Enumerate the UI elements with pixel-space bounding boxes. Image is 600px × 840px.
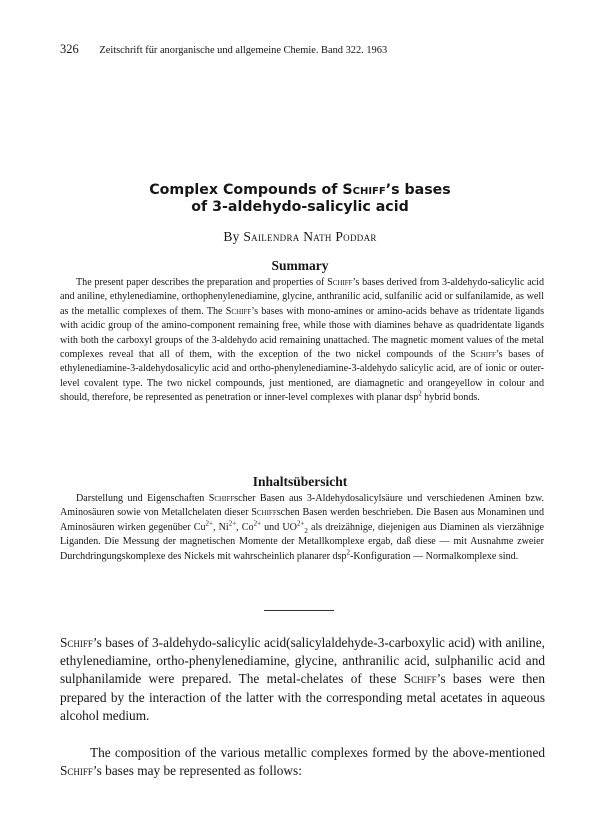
- summary-abstract: The present paper describes the preparation and properties of Schiff’s bases derived from 3-aldehydo-salicylic acid and aniline, ethylenediamine, orthophenylenediamine, glycine, anthranilic acid, sulfanilic acid or sulfanilamide, as well as the metallic complexes of them. The Schiff’s bases with mono-amines or amino-acids behave as tridentate ligands with acidic group of the amino-component remaining free, while those with diamines behave as quadridentate ligands with both the carboxyl groups of the 3-aldehydo acid remaining unattached. The magnetic moment values of the metal complexes reveal that all of them, with the exception of the two nickel compounds of the Schiff’s bases of ethylenediamine-3-aldehydosalicylic acid and ortho-phenylenediamine-3-aldehydo salicylic acid, are of ionic or outer-level covalent type. The two nickel compounds, just mentioned, are diamagnetic and orangeyellow in colour and should, therefore, be represented as penetration or inner-level complexes with planar dsp$^2$ hybrid bonds.: [60, 277, 544, 404]
- running-header: [60, 42, 540, 57]
- page-number: 326: [60, 42, 79, 56]
- title-line-1: Complex Compounds of Schiff’s bases: [149, 182, 451, 198]
- inhaltsuebersicht-heading: Inhaltsübersicht: [252, 474, 348, 489]
- body-paragraph-2: The composition of the various metallic complexes formed by the above-mentioned Schiff’s bases may be represented as follows:: [60, 745, 545, 779]
- title-line-2: of 3-aldehydo-salicylic acid: [191, 199, 409, 215]
- journal-citation: Zeitschrift für anorganische und allgemeine Chemie. Band 322. 1963: [99, 45, 388, 56]
- author-byline: By Sailendra Nath Poddar: [223, 229, 377, 244]
- section-divider: [264, 610, 334, 611]
- article-title: [40, 182, 560, 216]
- author-name: Sailendra Nath Poddar: [243, 229, 377, 244]
- german-abstract: Darstellung und Eigenschaften Schiffscher Basen aus 3-Aldehydosalicylsäure und verschiedenen Aminen bzw. Aminosäuren sowie von Metallchelaten dieser Schiffschen Basen werden beschrieben. Die Basen aus Monaminen und Aminosäuren wirken gegenüber $Cu^{2+}$, $Ni^{2+}$, $Co^{2+}$ und $UO^{2+}_2$ als dreizähnige, diejenigen aus Diaminen als vierzähnige Liganden. Die Messung der magnetischen Momente der Metallkomplexe ergab, daß diese — mit Ausnahme zweier Durchdringungskomplexe des Nickels mit wahrscheinlich planarer dsp$^2$-Konfiguration — Normalkomplexe sind.: [60, 493, 545, 562]
- body-paragraph-1: Schiff’s bases of 3-aldehydo-salicylic acid(salicylaldehyde-3-carboxylic acid) with aniline, ethylenediamine, ortho-phenylenediamine, glycine, anthranilic acid, sulphanilic acid and sulphanilamide were prepared. The metal-chelates of these Schiff’s bases were then prepared by the interaction of the latter with the corresponding metal acetates in aqueous alcohol medium.: [60, 635, 545, 723]
- summary-heading: Summary: [271, 258, 329, 273]
